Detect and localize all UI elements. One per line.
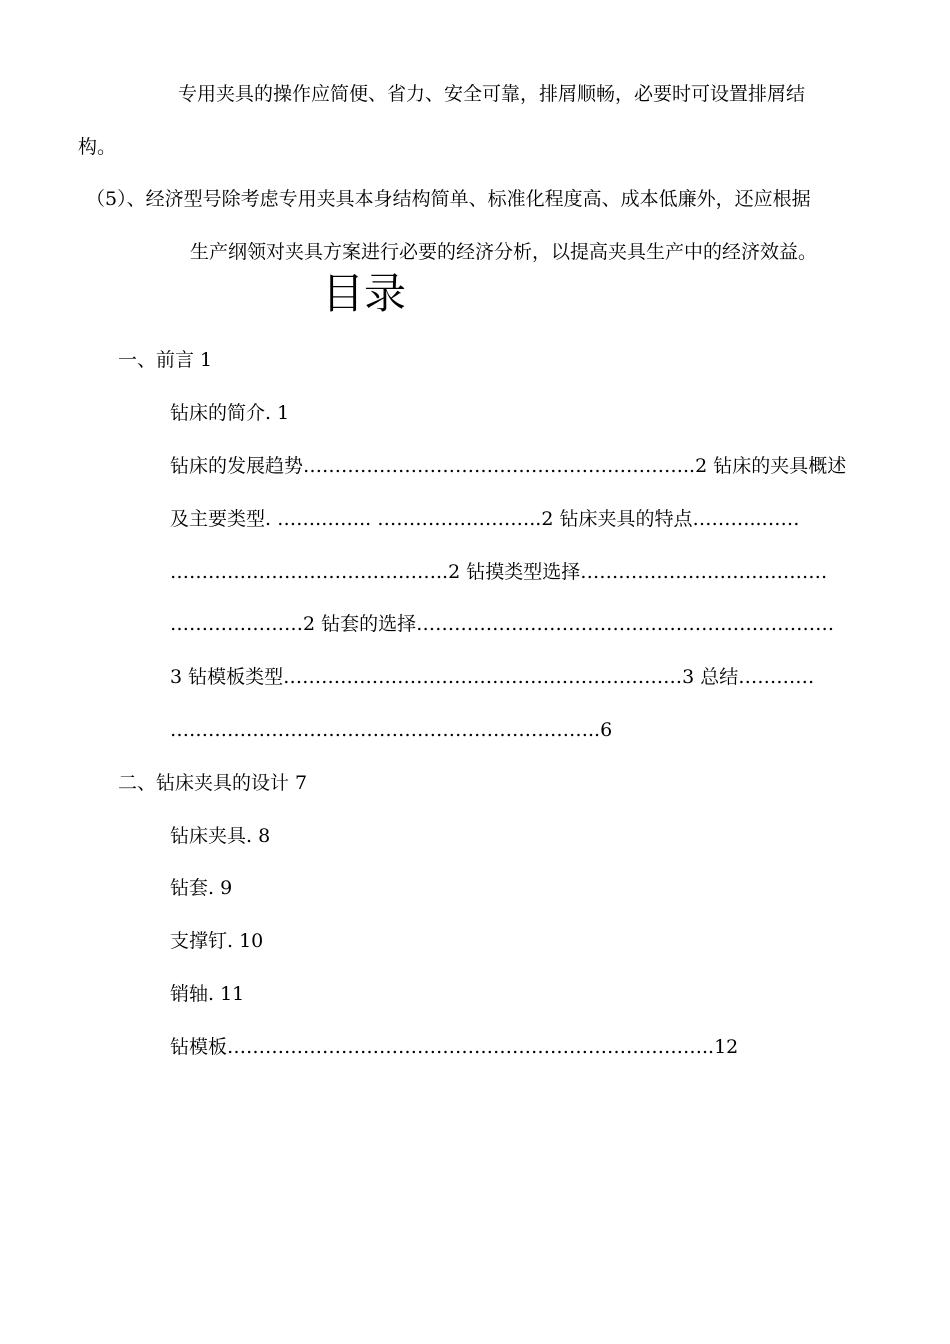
body-paragraph-2-line-2: 生产纲领对夹具方案进行必要的经济分析，以提高夹具生产中的经济效益。: [190, 241, 818, 263]
toc-entry-line: 钻床的发展趋势……………………………………………………..2 钻床的夹具概述: [170, 455, 847, 477]
body-paragraph-1-line-2: 构。: [78, 136, 117, 158]
toc-entry-pin-shaft: 销轴. 11: [170, 983, 245, 1005]
toc-title: 目录: [322, 269, 407, 318]
toc-entry-line: …………………………………………………………..6: [170, 719, 613, 741]
toc-entry-drill-intro: 钻床的简介. 1: [170, 402, 290, 424]
toc-entry-support-pin: 支撑钉. 10: [170, 930, 264, 952]
toc-entry-drill-plate: 钻模板…………………………………………………………………..12: [170, 1036, 739, 1058]
toc-entry-line: 3 钻模板类型………………………………………………………3 总结…………: [170, 666, 815, 688]
toc-entry-line: …………………2 钻套的选择…………………………………………………………: [170, 613, 835, 635]
body-paragraph-1-line-1: 专用夹具的操作应简便、省力、安全可靠，排屑顺畅，必要时可设置排屑结: [178, 83, 806, 105]
toc-entry-line: ……………………………………..2 钻摸类型选择…………………………………: [170, 561, 828, 583]
toc-entry-drill-fixture: 钻床夹具. 8: [170, 825, 271, 847]
toc-section-preface: 一、前言 1: [118, 349, 213, 371]
toc-section-design: 二、钻床夹具的设计 7: [118, 772, 308, 794]
toc-entry-line: 及主要类型. …….…….. ……………………..2 钻床夹具的特点………..……: [170, 508, 800, 530]
body-paragraph-2-line-1: （5）、经济型号除考虑专用夹具本身结构简单、标准化程度高、成本低廉外，还应根据: [86, 188, 811, 210]
toc-entry-drill-bushing: 钻套. 9: [170, 877, 233, 899]
